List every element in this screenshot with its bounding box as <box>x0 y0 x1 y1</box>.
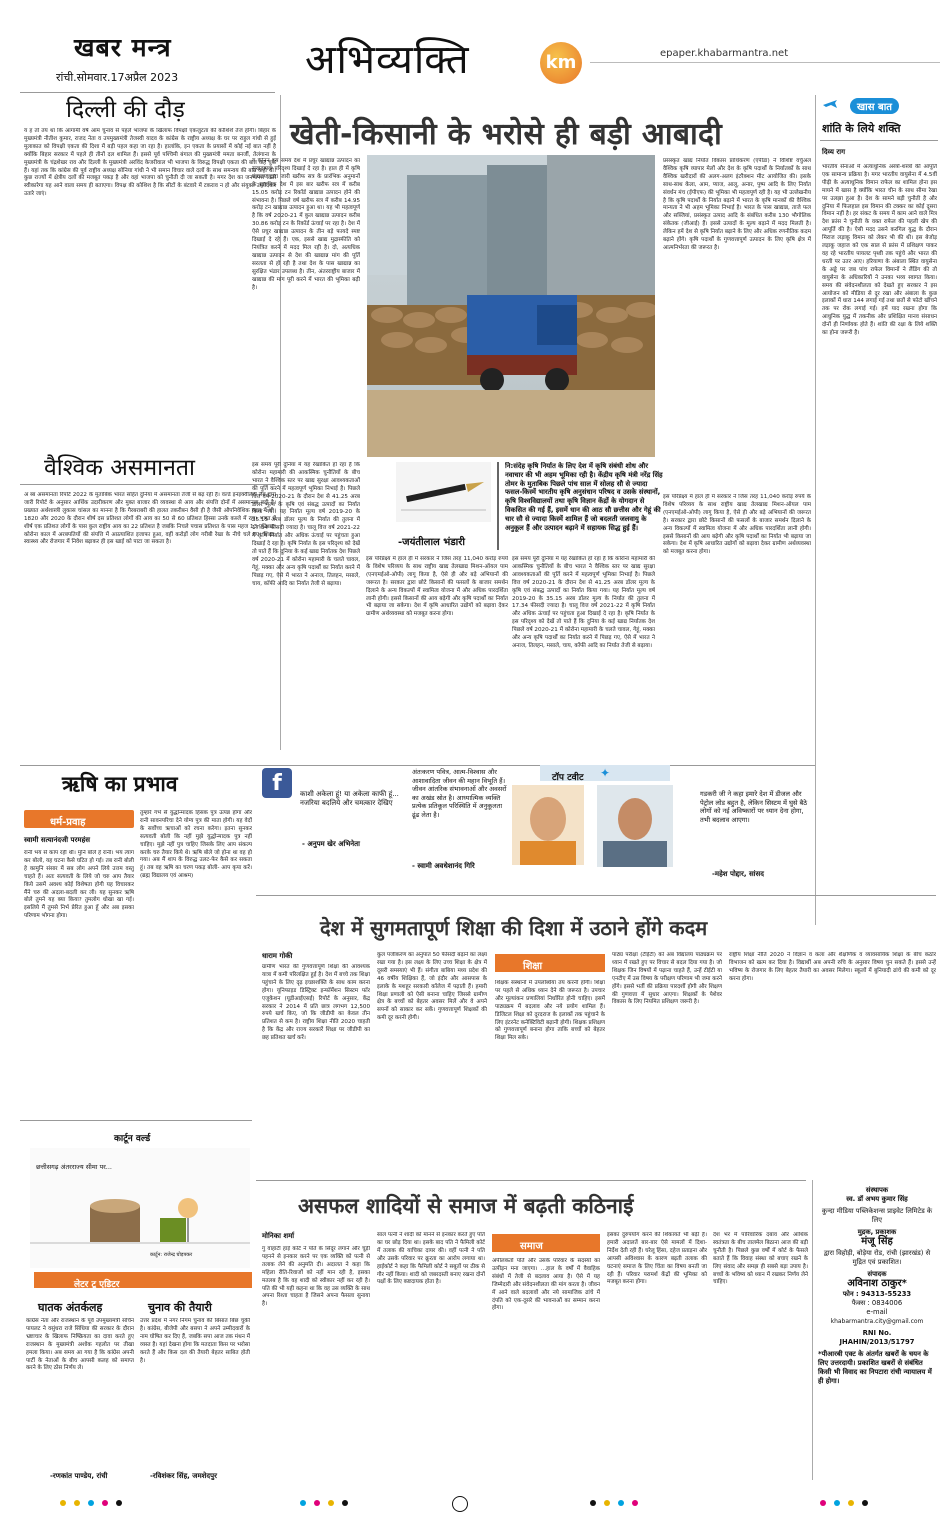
imprint-phone: फोन : 94313-55233 <box>842 1290 912 1298</box>
grain-warehouse-photo <box>367 155 655 457</box>
section-title: अभिव्यक्ति <box>305 37 470 83</box>
imprint-fax: फैक्स : 0834006 <box>851 1299 903 1307</box>
shaadi-col5: देश भर में पारिवारिक दबाव और आर्थिक स्वतंत्रता के बीच तालमेल बिठाना आज की बड़ी चुनौती है। पिछले कुछ वर्षों में कोर्ट के फैसले बताते हैं कि विवाह संस्था को बचाए रखने के लिए संवाद और समझ ही सबसे बड़ा उपाय है। बच्चों के भविष्य को ध्यान में रखकर निर्णय लेने चाहिए। <box>713 1232 808 1286</box>
imprint-email-label: e-mail <box>866 1308 888 1316</box>
imprint-rni: JHAHIN/2013/51797 <box>839 1338 915 1346</box>
shaadi-col3: अपीलकर्ता पति और उसके परिवार के सदस्यों का उत्पीड़न मना जाएगा। ...हाल के वर्षों में वैवाहिक संबंधों में तेजी से बदलाव आया है। ऐसे में यह जिम्मेदारी और संवेदनशीलता की मांग करता है। जीवन में आने वाले बदलावों और नये सामाजिक ढांचे में दंपति को एक-दूसरे की भावनाओं का सम्मान करना होगा। <box>492 1258 600 1312</box>
quote-anupam: काशी अकेला हूं! या अकेला काफी हूं... नजरिया बदलिये और चमत्कार देखिए <box>300 790 399 807</box>
rishi-subhead: स्वामी सत्यानंदजी परमहंस <box>24 836 91 844</box>
pen-illustration <box>396 462 491 522</box>
letter1-body: कांग्रेस नेता और राजस्थान के पूर्व उपमुख्यमंत्री सचिन पायलट ने वसुंधरा राजे सिंधिया की सरकार के दौरान भ्रष्टाचार के खिलाफ निष्क्रियता का दावा करते हुए राजस्थान के मुख्यमंत्री अशोक गहलोत पर तीखा हमला किया। अब समय आ गया है कि कांग्रेस अपनी पार्टी के नेताओं के बीच आपसी कलह को समाप्त करने के लिए ठोस निर्णय ले। <box>26 1318 134 1372</box>
shaadi-col1: गु वाहाटी हाई कोर्ट ने पति के सिंदूर लगाने और चूड़ी पहनने से इनकार करने पर एक व्यक्ति को पत्नी से तलाक लेने की अनुमति दी। अदालत ने कहा कि महिला रीति-रिवाजों को नहीं मान रही है, इसका मतलब है कि वह शादी को स्वीकार नहीं कर रही है। पति की भी यही कहना था कि वह उस व्यक्ति के साथ अपना रिश्ता चाहता है जिसने अपना फैसला सुनाया है। <box>262 1246 370 1308</box>
edu-headline: देश में सुगमतापूर्ण शिक्षा की दिशा में उठाने होंगे कदम <box>320 916 708 940</box>
letter1-author: -रणकांत पाण्डेय, रांची <box>50 1472 108 1480</box>
author-byline: -जयंतीलाल भंडारी <box>398 537 465 548</box>
letters-tag-label: लेटर टू एडिटर <box>74 1280 120 1290</box>
main-article-col2c: इस समय पूरी दुनिया में यह रेखांकित हो रहा है कि कोरोना महामारी की आकस्मिक चुनौतियों के बीच भारत ने वैश्विक स्तर पर खाद्य सुरक्षा आवश्यकताओं की पूर्ति करने में महत्वपूर्ण भूमिका निभाई है। पिछले वित्त वर्ष 2020-21 के दौरान देश से 41.25 अरब डॉलर मूल्य के कृषि एवं संबद्ध उत्पादों का निर्यात किया गया। यह निर्यात मूल्य वर्ष 2019-20 के 35.15 अरब डॉलर मूल्य के निर्यात की तुलना में 17.34 फीसदी ज्यादा है। चालू वित्त वर्ष 2021-22 में कृषि निर्यात और अधिक ऊंचाई पर पहुंचता हुआ दिखाई दे रहा है। कृषि निर्यात के इस परिदृश्य को देखें तो पाते हैं कि दुनिया के कई खाद्य निर्यातक देश पिछले वर्ष 2020-21 में कोरोना महामारी के चलते चावल, गेहूं, मक्का और अन्य कृषि पदार्थों का निर्यात करने में पिछड़ गए, ऐसे में भारत ने अनाज, तिलहन, मसाले, चाय, कॉफी आदि का निर्यात तेजी से बढ़ाया। <box>512 556 655 649</box>
twitter-bird-icon: ✦ <box>600 766 611 780</box>
quote-avdheshanand: अंतःकरण पवित्र, आत्म-विश्वास और आशावादिता जीवन की महान विभूति हैं। जीवन आंतरिक संभावनाओं और अवसरों का अखंड स्रोत है। आध्यात्मिक व्यक्ति प्रत्येक प्रतिकूल परिस्थिति में अनुकूलता ढूंढ लेता है। <box>412 768 507 819</box>
shaadi-byline: मोनिका शर्मा <box>262 1232 295 1240</box>
fountain-pen-icon <box>396 462 491 522</box>
imprint-founder-label: संस्थापक <box>865 1186 889 1194</box>
tweet-tab-label: टॉप टवीट <box>552 773 584 783</box>
dateline: रांची.सोमवार.17अप्रैल 2023 <box>56 71 179 84</box>
imprint-founder: स्व. डॉ अभय कुमार सिंह <box>846 1195 908 1203</box>
article-heading-inequality: वैश्विक असमानता <box>44 455 195 481</box>
pull-quote-text: नि:संदेह कृषि निर्यात के लिए देश में कृषि संबंधी शोध और नवाचार की भी अहम भूमिका रही है। केंद्रीय कृषि मंत्री नरेंद्र सिंह तोमर के मुताबिक पिछले पांच साल में सोलह सौ से ज्यादा फसल-किस्में भारतीय कृषि अनुसंधान परिषद व उसके संस्थानों, कृषि विश्वविद्यालयों तथा कृषि विज्ञान केंद्रों के योगदान से विकसित की गई हैं, इसमें धान की आठ सौ छत्तीस और गेहूं की चार सौ से ज्यादा किस्में शामिल हैं जो बदलती जलवायु के अनुकूल हैं और उत्पादन बढ़ाने में सहायक सिद्ध हुई हैं। <box>505 462 663 532</box>
main-article-col1-text: य कीनन इस समय देश में प्रचुर खाद्यान्न उत्पादन का सुखदायक परिदृश्य दिखाई दे रहा है। हाल ही में कृषि मंत्रालय द्वारा जारी खरीफ सत्र के प्रारंभिक अनुमानों के मुताबिक देश में इस बार खरीफ सत्र में करीब 15.05 करोड़ टन रिकॉर्ड खाद्यान्न उत्पादन होने की संभावना है। पिछले वर्ष खरीफ सत्र में करीब 14.95 करोड़ टन खाद्यान्न उत्पादन हुआ था। यह भी महत्वपूर्ण है कि वर्ष 2020-21 में कुल खाद्यान्न उत्पादन करीब 30.86 करोड़ टन के रिकॉर्ड ऊंचाई पर रहा है। देश में ऐसे प्रचुर खाद्यान्न उत्पादन के तीन बड़े फायदे स्पष्ट दिखाई दे रहे हैं। एक, इससे खाद्य मुद्रास्फीति को नियंत्रित करने में मदद मिल रही है। दो, अत्यधिक खाद्यान्न उत्पादन से देश की खाद्यान्न मांग की पूर्ति सरलता से हो रही है तथा देश के पास खाद्यान्न का सुरक्षित भंडार उपलब्ध है। तीन, अंतरराष्ट्रीय बाजार में खाद्यान्न की मांग पूरी करने में भारत की भूमिका बढ़ी है। <box>252 158 360 291</box>
quote-mahesh-author: -महेश पोद्दार, सांसद <box>712 870 764 878</box>
imprint-address: द्वारा विहोड़ी, बोड़ेया रोड, रांची (झारखंड) से मुद्रित एवं प्रकाशित। <box>823 1249 931 1266</box>
logo-letters: km <box>545 52 577 73</box>
shaadi-headline: असफल शादियों से समाज में बढ़ती कठिनाई <box>298 1194 634 1218</box>
swami-avatar <box>512 785 584 865</box>
edu-col5: राष्ट्रीय शिक्षा नीति 2020 ने विज्ञान व कला और शैक्षणिक व व्यावसायिक शिक्षा के बीच कठोर विभाजन को खत्म कर दिया है। विद्यार्थी अब अपनी रुचि के अनुसार विषय चुन सकते हैं। इससे उन्हें भविष्य के रोजगार के लिए बेहतर तैयारी का अवसर मिलेगा। स्कूलों में बुनियादी ढांचे की कमी को दूर करना होगा। <box>729 952 936 982</box>
dharm-pravah-label: धर्म-प्रवाह <box>50 817 86 828</box>
mahesh-avatar <box>597 785 673 867</box>
cartoon-panel <box>30 1148 250 1268</box>
dharm-pravah-tag <box>24 810 134 828</box>
imprint-note: *पीआरबी एक्ट के अंतर्गत खबरों के चयन के लिए उत्तरदायी। प्रकाशित खबरों से संबंधित किसी भी विवाद का निपटारा रांची न्यायालय में ही होगा। <box>818 1350 932 1385</box>
warehouse-illustration <box>367 155 655 457</box>
rishi-heading: ऋषि का प्रभाव <box>62 772 178 796</box>
km-logo <box>540 42 582 84</box>
rishi-text-col2: तुम्हारे गर्भ से युद्धोन्मादक हिंसक पुत्र उत्पन्न होगा और रानी सावनपरिचा देने योग्य पुत्र की माता होगी। यह वेदों के सर्वोच्च ऋचाओं को रचना करेगा। इतना सुनकर सत्यवती बोली कि नहीं मुझे युद्धोन्मादक पुत्र नहीं चाहिए। मुझे नहीं पुत्र चाहिए जिसके लिए आप संकल्प करके चरु तैयार किये थे। ऋषि बोले जो होना था वह हो गया। अब मैं शाप के विरुद्ध उलट-फेर कैसे कर सकता हूं। तब वह ऋषि का चरण पकड़ बोली- आप कृपा करें। (ब्रह्म विद्यालय एवं आश्रम) <box>140 810 252 880</box>
khas-baat-label: खास बात <box>850 98 899 114</box>
edu-col4: पाठ्य परीक्षा (टीईटी) को अब विद्यालय पाठ्यक्रम पर ध्यान में रखते हुए पर विचार से बदल दिया गया है। जो शिक्षक जिन विषयों में पढ़ाना चाहते हैं, उन्हें टीईटी या एनटीए में उस विषय के परीक्षण परिणाम भी जमा करने होंगे। इससे भर्ती की प्रक्रिया पारदर्शी होगी और शिक्षण की गुणवत्ता में सुधार आएगा। शिक्षकों के पेशेवर विकास के लिए नियमित प्रशिक्षण जरूरी है। <box>612 952 722 1006</box>
right-column-body: भारतीय सेनाओं में अत्याधुनिक अस्त्रों-शस्त्रों की आपूर्ति एक सामान्य प्रक्रिया है। मगर भारतीय वायुसेना में 4.5वीं पीढ़ी के अत्याधुनिक विमान राफेल का शामिल होना इस मायने में खास है क्योंकि भारत चीन के साथ सीमा रेखा पर उलझा हुआ है। देश के सामने बड़ी चुनौती है और दुनिया में फिलहाल इस विमान की टक्कर का कोई दूसरा विमान नहीं है। हर संकट के समय में काम आने वाले मित्र देश फ्रांस ने चुनौती के वक्त राफेल की पहली खेप की आपूर्ति की है। ऐसी मदद उसने करगिल युद्ध के दौरान मिराज लड़ाकू विमान को लेकर भी की थी। इस बेजोड़ लड़ाकू जहाज को एक साल से फ्रांस में प्रशिक्षण पाकर वह रहे भारतीय पायलट पृथ्वी तक पहुंचे और भारत की धरती पर उतर आए। हरियाणा के अंबाला स्थित वायुसेना के अड्डे पर जब पांच राफेल विमानों ने लैंडिंग की तो वायुसेना के अधिकारियों ने उनका भव्य स्वागत किया। समय की संवेदनशीलता को देखते हुए सरकार ने इस आयोजन को मीडिया से दूर रखा और अंबाला के कुछ इलाकों में धारा 144 लगाई गई तथा छतों से फोटो खींचने तक पर रोक लगाई गई। हमें याद रखना होगा कि आधुनिक युद्ध में तकनीक और प्रशिक्षित मानव संसाधन दोनों ही निर्णायक होते हैं। शांति की रक्षा के लिये शक्ति का होना जरूरी है। <box>822 164 937 337</box>
main-article-col4: इस परिप्रेक्ष्य में हाल ही में सरकार ने जिस तरह 11,040 करोड़ रुपये के विशेष परिव्यय के साथ राष्ट्रीय खाद्य तेलखाद्य मिशन-ऑयल पाम (एनएमईओ-ओपी) लागू किया है, ऐसे ही और बड़े अभियानों की जरूरत है। सरकार द्वारा छोटे किसानों की फसलों के बाजार समर्थन दिलाने के अन्य विकल्पों में स्वामित्व योजना में और अधिक पारदर्शिता लानी होगी। इससे किसानों की आय बढ़ेगी और कृषि पदार्थों का निर्यात भी बढ़ाया जा सकेगा। देश में कृषि आधारित उद्योगों को बढ़ावा देकर ग्रामीण अर्थव्यवस्था को मजबूत करना होगा। <box>663 494 811 556</box>
crosshair-icon <box>452 1496 468 1512</box>
samaj-tag <box>492 1234 600 1252</box>
cartoon-tag-label: कार्टून वर्ल्ड <box>114 1134 151 1144</box>
edu-col1: ग्रामीण भारत की गुणवत्तापूर्ण शिक्षा की आवश्यक यात्रा में कमी परिलक्षित हुई है। देश में बच्चे तक शिक्षा पहुंचाने के लिए दृढ़ इच्छाशक्ति के साथ काम करना होगा। यूनिफाइड डिस्ट्रिक्ट इन्फॉर्मेशन सिस्टम फॉर एजुकेशन (यूडीआईएसई) रिपोर्ट के अनुसार, केंद्र सरकार ने 2014 में प्रति छात्र लगभग 12,500 रुपये खर्च किए, जो कि जीडीपी का केवल तीन प्रतिशत से कम है। राष्ट्रीय शिक्षा नीति 2020 चाहती है कि केंद्र और राज्य सरकारें शिक्षा पर जीडीपी का छह प्रतिशत खर्च करें। <box>262 964 370 1042</box>
main-headline: खेती-किसानी के भरोसे ही बड़ी आबादी <box>290 117 723 152</box>
edu-col2: कुल पंजीकरण का अनुपात 50 फीसदी बढ़ाने का लक्ष्य रखा गया है। इस लक्ष्य के लिए उच्च शिक्षा के क्षेत्र में दूसरी समस्याएं भी हैं। संगीता बाबिया मध्य प्रदेश की 46 वर्षीय शिक्षिका हैं, जो इंदौर और आसपास के इलाके के मशहूर सरकारी कॉलेज में पढ़ाती हैं। हमारी शिक्षा प्रणाली को ऐसी बनाना चाहिए जिससे ग्रामीण क्षेत्र के बच्चों को बेहतर अवसर मिलें और वे अपने सपनों को साकार कर सकें। गुणवत्तापूर्ण शिक्षकों की कमी दूर करनी होगी। <box>377 952 487 1022</box>
imprint-editor-label: संपादक <box>867 1270 887 1278</box>
letters-tag <box>34 1272 252 1288</box>
airplane-icon <box>822 96 838 110</box>
cartoon-credit: कार्टून: राजेन्द्र घोड़पकर <box>150 1252 193 1258</box>
shiksha-label: शिक्षा <box>523 961 543 972</box>
masthead <box>0 0 945 95</box>
shaadi-col4: इसका दुरुपयोग करने की शिकायतें भी बढ़ी हैं। हमारी अदालतें बार-बार ऐसे मामलों में दिशा-निर्देश देती रही हैं। घरेलू हिंसा, दहेज प्रताड़ना और आपसी अविश्वास के कारण बढ़ती तलाक की घटनाएं समाज के लिए चिंता का विषय बनती जा रही हैं। परिवार परामर्श केंद्रों की भूमिका को मजबूत करना होगा। <box>607 1232 707 1286</box>
shiksha-tag <box>495 954 605 972</box>
khas-baat-pill <box>850 95 899 114</box>
bottom-reg-strip <box>0 1496 945 1512</box>
main-article-col2: इस समय पूरी दुनिया में यह रेखांकित हो रहा है कि कोरोना महामारी की आकस्मिक चुनौतियों के बीच भारत ने वैश्विक स्तर पर खाद्य सुरक्षा आवश्यकताओं की पूर्ति करने में महत्वपूर्ण भूमिका निभाई है। पिछले वित्त वर्ष 2020-21 के दौरान देश से 41.25 अरब डॉलर मूल्य के कृषि एवं संबद्ध उत्पादों का निर्यात किया गया। यह निर्यात मूल्य वर्ष 2019-20 के 35.15 अरब डॉलर मूल्य के निर्यात की तुलना में 17.34 फीसदी ज्यादा है। चालू वित्त वर्ष 2021-22 में कृषि निर्यात और अधिक ऊंचाई पर पहुंचता हुआ दिखाई दे रहा है। कृषि निर्यात के इस परिदृश्य को देखें तो पाते हैं कि दुनिया के कई खाद्य निर्यातक देश पिछले वर्ष 2020-21 में कोरोना महामारी के चलते चावल, गेहूं, मक्का और अन्य कृषि पदार्थों का निर्यात करने में पिछड़ गए, ऐसे में भारत ने अनाज, तिलहन, मसाले, चाय, कॉफी आदि का निर्यात तेजी से बढ़ाया। <box>252 462 360 587</box>
imprint-editor: अविनाश ठाकुर* <box>847 1278 907 1289</box>
article-inequality-body: अ ब्ब असमानता रिपोर्ट 2022 के मुताबिक भारत सहित दुनिया में असमानता तेजी से बढ़ रही है। वर्ल्ड इनइक्वैलिटी लैब द्वारा जारी रिपोर्ट के अनुसार आर्थिक उदारीकरण और मुक्त बाजार की व्यवस्था से आय और संपत्ति दोनों में असमानता बढ़ी है। प्रख्यात अर्थशास्त्री लुकास चांसल का मानना है कि गैरबराबरी की हालत तकरीबन वैसी ही है जैसी औपनिवेशिक काल में थी। 1820 और 2020 के दौरान शीर्ष दस प्रतिशत लोगों की आय का 50 से 60 प्रतिशत हिस्सा उनके कब्जे में रहा। भारत में शीर्ष एक प्रतिशत लोगों के पास कुल राष्ट्रीय आय का 22 प्रतिशत है जबकि निचले पचास प्रतिशत के पास महज 13 प्रतिशत। कोरोना काल में अरबपतियों की संपत्ति में अप्रत्याशित इजाफा हुआ, वहीं करोड़ों लोग गरीबी रेखा के नीचे चले गए। शिक्षा, स्वास्थ्य और रोजगार में निवेश बढ़ाकर ही इस खाई को पाटा जा सकता है। <box>24 492 276 546</box>
letter2-heading: चुनाव की तैयारी <box>148 1301 212 1314</box>
edu-col3: शिक्षक संस्थानों में उपलब्धियां तय करनी होंगी। शिक्षा पर पहले से अधिक ध्यान देने की जरूरत है। उपचार और मूल्यांकन प्रणालियां निर्धारित होनी चाहिए। इसमें पाठ्यक्रम में बदलाव और नये प्रयोग शामिल हैं। डिजिटल शिक्षा को दूरदराज के इलाकों तक पहुंचाने के लिए इंटरनेट कनेक्टिविटी बढ़ानी होगी। शिक्षक प्रशिक्षण को गुणवत्तापूर्ण बनाना होगा ताकि बच्चों को बेहतर शिक्षा मिल सके। <box>495 980 605 1042</box>
quote-anupam-author: - अनुपम खेर अभिनेता <box>302 840 360 848</box>
article-heading-delhi: दिल्ली की दौड़ <box>66 97 185 123</box>
imprint-rni-label: RNI No. <box>862 1329 892 1337</box>
main-article-col3: प्रसंस्कृत खाद्य निर्यात विकास प्राधिकरण (एपीडा) ने विशिष्ट वर्चुअल वैश्विक कृषि व्यापार मेलों और देश के कृषि पदार्थों के निर्यातकों के साथ वैश्विक खरीदारों की अलग-अलग इंटरैक्शन मीट आयोजित की। इसके साथ-साथ केला, आम, प्याज, आलू, अनार, पुष्प आदि के लिए निर्यात संवर्धन मंच (ईपीएफ) की भूमिका भी महत्वपूर्ण रही है। यह भी उल्लेखनीय है कि कृषि पदार्थों के निर्यात बढ़ाने में भारत के कृषि मानकों की वैश्विक मान्यता ने भी अहम भूमिका निभाई है। भारत के पास खाद्यान्न, ताजे फल और सब्जियां, प्रसंस्कृत उत्पाद आदि के संबंधित करीब 130 भौगोलिक संकेतक (जीआई) हैं। इससे उत्पादों के मूल्य बढ़ाने में मदद मिलती है। लेकिन हमें देश से कृषि निर्यात बढ़ाने के लिए और अधिक रणनीतिक कदम बढ़ाने होंगे। कृषि पदार्थों के गुणवत्तापूर्ण उत्पादन के लिए कृषि क्षेत्र में आत्मनिर्भरता की जरूरत है। <box>663 158 811 251</box>
edu-byline: धाराम गोकी <box>262 952 293 960</box>
letter2-body: उत्तर प्रदेश में नगर निगम चुनाव की बिसात बिछ चुकी है। कांग्रेस, बीजेपी और बसपा ने अपने उम्मीदवारों के नाम घोषित कर दिए हैं, जबकि सपा आज तक मंथन में व्यस्त है। यहां देखना होगा कि मतदाता किस पर भरोसा करते हैं और किस दल की तैयारी बेहतर साबित होती है। <box>140 1318 250 1364</box>
facebook-icon: f <box>262 768 292 798</box>
right-title: शांति के लिये शक्ति <box>822 122 901 135</box>
epaper-link[interactable]: epaper.khabarmantra.net <box>660 48 789 59</box>
paper-name: खबर मन्त्र <box>74 33 172 62</box>
quote-avdheshanand-author: - स्वामी अवधेशानंद गिरि <box>412 862 475 870</box>
right-byline: दिव्य राग <box>822 148 846 156</box>
rishi-text-col1: रानी भय से कांप रही थी। मुनि बोले हे रानी। भय त्याग कर बोलो, यह घटना कैसे घटित हो गई। तब रानी बोली हे कामुनि संसार में सब लोग अपने लिये उत्तम वस्तु चाहते हैं। अतः सत्यवती के लिये जो चरु आप तैयार किये उसमें अवश्य कोई विशेषता होगी यह विचारकर मैंने चरु की अदला-बदली कर ली। यह सुनकर ऋषि बोले तुमने यह क्या किया? तुमलोग धोखा खा गई। इसलिये मैं तुमसे निर्भ प्रेरित हुआ हूँ और अब इसका परिणाम भोगना होगा। <box>24 850 134 920</box>
imprint-printer: मंजू सिंह <box>861 1236 893 1247</box>
letter2-author: -रविशंकर सिंह, जमशेदपुर <box>150 1472 217 1480</box>
shaadi-col2: साल पत्नी ने शादी को मानने से इनकार करते हुए पति का घर छोड़ दिया था। इसके बाद पति ने फैमिली कोर्ट में तलाक की याचिका दायर की। वहीं पत्नी ने पति और उसके परिवार पर क्रूरता का आरोप लगाया था। हाईकोर्ट ने कहा कि फैमिली कोर्ट ने सबूतों पर ठीक से गौर नहीं किया। शादी को जबरदस्ती बनाए रखना दोनों पक्षों के लिए कष्टदायक होता है। <box>377 1232 485 1286</box>
imprint-email[interactable]: khabarmantra.city@gmail.com <box>830 1318 924 1325</box>
samaj-label: समाज <box>520 1241 543 1252</box>
tweet-tab <box>540 765 670 781</box>
imprint-box <box>818 1186 936 1486</box>
cartoon-speech: छत्तीसगढ़ अंतरराज्य सीमा पर... <box>36 1163 112 1171</box>
imprint-company: कुन्दा मीडिया पब्लिकेशन्स प्राइवेट लिमिटेड के लिए <box>821 1207 933 1224</box>
cartoon-tag <box>98 1126 228 1144</box>
pull-quote-box <box>497 462 663 550</box>
quote-mahesh: गडकरी जी ने कहा इमारे देश में डीजल और पेट्रोल लोड बहुत है, लेकिन सिस्टम में घुसे बैठे लोगों को नई अविष्कारों पर ध्यान देना होगा, तभी बदलाव आएगा। <box>700 790 808 824</box>
main-article-col2b: इस परिप्रेक्ष्य में हाल ही में सरकार ने जिस तरह 11,040 करोड़ रुपये के विशेष परिव्यय के साथ राष्ट्रीय खाद्य तेलखाद्य मिशन-ऑयल पाम (एनएमईओ-ओपी) लागू किया है, ऐसे ही और बड़े अभियानों की जरूरत है। सरकार द्वारा छोटे किसानों की फसलों के बाजार समर्थन दिलाने के अन्य विकल्पों में स्वामित्व योजना में और अधिक पारदर्शिता लानी होगी। इससे किसानों की आय बढ़ेगी और कृषि पदार्थों का निर्यात भी बढ़ाया जा सकेगा। देश में कृषि आधारित उद्योगों को बढ़ावा देकर ग्रामीण अर्थव्यवस्था को मजबूत करना होगा। <box>366 556 508 618</box>
article-delhi-body: य ह तो तय था कि आगामी वर्ष आम चुनाव से पहले भाजपा के खिलाफ विपक्षी एकजुटता की कोशिशें तेज होंगी। बिहार के मुख्यमंत्री नीतीश कुमार, राजद नेता व उपमुख्यमंत्री तेजस्वी यादव के कांग्रेस के राष्ट्रीय अध्यक्ष के घर पर राहुल गांधी से हुई मुलाकात को विपक्षी एकता की दिशा में बड़ी पहल कहा जा रहा है। हालांकि, इन एकता के प्रयासों में कोई नई बात नहीं है क्योंकि बिहार सरकार में पहले ही तीनों दल शामिल हैं। इससे पूर्व पश्चिमी बंगाल की मुख्यमंत्री ममता बनर्जी, तेलंगाना के मुख्यमंत्री के चंद्रशेखर राव और दिल्ली के मुख्यमंत्री अरविंद केजरीवाल भी भाजपा के विरुद्ध विपक्षी एकता की बात कह चुके हैं। यहां तक कि कांग्रेस की पूर्व राष्ट्रीय अध्यक्ष सोनिया गांधी ने भी समान विचार वाले दलों के साथ समन्वय की बात कही थी। कुछ राज्यों में क्षेत्रीय दलों की मजबूत पकड़ है और वहां भाजपा को चुनौती दी जा सकती है। मगर देश का जनमानस किसे स्वीकारेगा यह आने वाला समय ही बताएगा। विपक्ष की कोशिश है कि सीटों के बंटवारे में टकराव न हो और संयुक्त उम्मीदवार उतारे जाएं। <box>24 128 276 198</box>
imprint-printer-label: मुद्रक, प्रकाशक <box>857 1228 897 1236</box>
letter1-heading: घातक अंतर्कलह <box>38 1301 103 1314</box>
